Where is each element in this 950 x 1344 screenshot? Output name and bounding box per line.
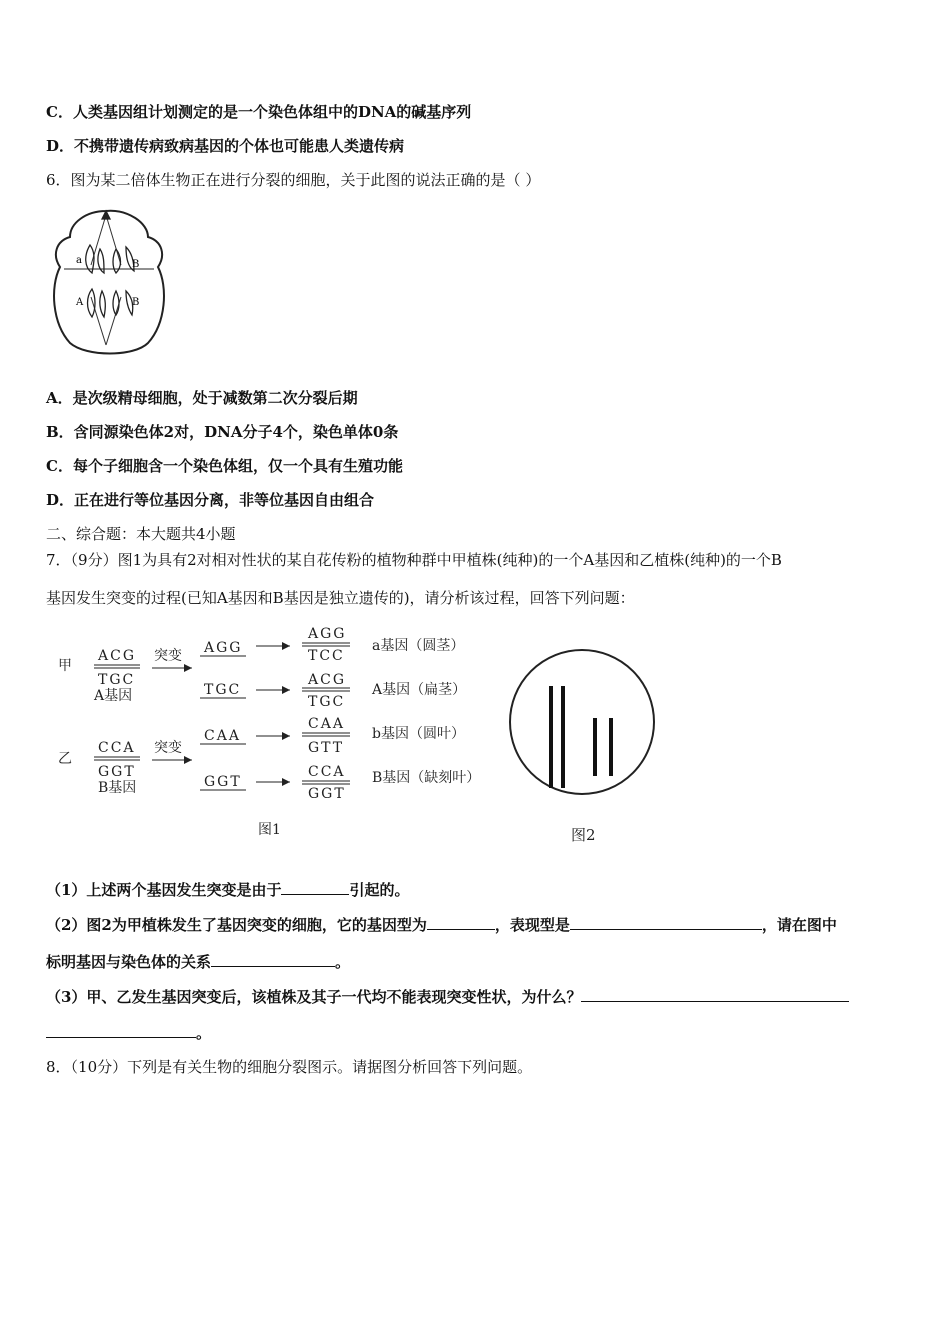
jia-orig-bottom: TGC bbox=[98, 672, 136, 688]
yi-norm-top: CCA bbox=[308, 764, 346, 780]
question-8-stem: 8．（10分）下列是有关生物的细胞分裂图示。请据图分析回答下列问题。 bbox=[46, 1058, 533, 1076]
q7-sub1-after: 引起的。 bbox=[349, 881, 410, 899]
q7-sub2-a: （2）图2为甲植株发生了基因突变的细胞，它的基因型为 bbox=[46, 916, 427, 934]
yi-norm-strand: GGT bbox=[204, 774, 242, 790]
q7-sub3-line2 bbox=[46, 1022, 211, 1043]
q6-option-b: B．含同源染色体2对，DNA分子4个，染色单体0条 bbox=[46, 423, 399, 441]
jia-norm-top: ACG bbox=[308, 672, 347, 688]
q7-sub3-line1 bbox=[46, 986, 849, 1007]
jia-norm-strand: TGC bbox=[204, 682, 242, 698]
yi-orig-top: CCA bbox=[98, 740, 136, 756]
cell-division-figure bbox=[46, 205, 176, 360]
q7-sub2-c: ，请在图中 bbox=[761, 916, 837, 934]
jia-orig-gene: A基因 bbox=[94, 688, 133, 704]
yi-mut-top: CAA bbox=[308, 716, 345, 732]
mutation-label-jia: 突变 bbox=[154, 648, 182, 664]
yi-norm-gene: B基因（缺刻叶） bbox=[372, 770, 481, 786]
jia-mut-bottom: TCC bbox=[308, 648, 345, 664]
q7-sub2-end: 。 bbox=[335, 953, 351, 971]
q7-sub1-before: （1）上述两个基因发生突变是由于 bbox=[46, 881, 282, 899]
jia-mut-strand: AGG bbox=[204, 640, 243, 656]
q7-sub3-text: （3）甲、乙发生基因突变后，该植株及其子一代均不能表现突变性状，为什么？ bbox=[46, 988, 582, 1006]
q6-option-d: D．正在进行等位基因分离，非等位基因自由组合 bbox=[46, 491, 375, 509]
yi-orig-gene: B基因 bbox=[98, 780, 137, 796]
section-2-heading: 二、综合题：本大题共4小题 bbox=[46, 525, 236, 543]
yi-mut-gene: b基因（圆叶） bbox=[372, 726, 465, 742]
answer-blank-phenotype[interactable] bbox=[570, 914, 762, 930]
figure-1-caption: 图1 bbox=[258, 822, 281, 838]
answer-blank-reason-1[interactable] bbox=[581, 986, 849, 1002]
jia-norm-bottom: TGC bbox=[308, 694, 346, 710]
q6-option-c: C．每个子细胞含一个染色体组，仅一个具有生殖功能 bbox=[46, 457, 403, 475]
label-b-top: B bbox=[132, 259, 140, 270]
mutation-label-yi: 突变 bbox=[154, 740, 182, 756]
answer-blank-genotype[interactable] bbox=[427, 914, 495, 930]
jia-mut-gene: a基因（圆茎） bbox=[372, 638, 465, 654]
label-jia: 甲 bbox=[58, 658, 72, 674]
q6-option-a: A．是次级精母细胞，处于减数第二次分裂后期 bbox=[46, 389, 358, 407]
jia-norm-gene: A基因（扁茎） bbox=[372, 682, 467, 698]
yi-mut-bottom: GTT bbox=[308, 740, 345, 756]
q7-sub2-line1 bbox=[46, 914, 837, 935]
option-c-prev: C．人类基因组计划测定的是一个染色体组中的DNA的碱基序列 bbox=[46, 103, 472, 121]
option-d-prev: D．不携带遗传病致病基因的个体也可能患人类遗传病 bbox=[46, 137, 405, 155]
jia-orig-top: ACG bbox=[98, 648, 137, 664]
question-7-stem-line1: 7．（9分）图1为具有2对相对性状的某自花传粉的植物种群中甲植株(纯种)的一个A基因和乙植株(纯种)的一个B bbox=[46, 551, 782, 569]
answer-blank-relation[interactable] bbox=[211, 951, 335, 967]
q7-sub2-b: ，表现型是 bbox=[494, 916, 570, 934]
answer-blank-reason-2[interactable] bbox=[46, 1022, 196, 1038]
label-b-bottom: B bbox=[132, 297, 140, 308]
figure-2-cell bbox=[508, 648, 658, 848]
figure-1-gene-mutation bbox=[46, 618, 506, 848]
yi-mut-strand: CAA bbox=[204, 728, 241, 744]
label-a: a bbox=[76, 255, 82, 266]
label-yi: 乙 bbox=[58, 751, 72, 767]
figure-2-caption: 图2 bbox=[571, 826, 596, 844]
q7-sub2-line2-text: 标明基因与染色体的关系 bbox=[46, 953, 212, 971]
chromosome-lines bbox=[551, 686, 611, 788]
q7-sub1 bbox=[46, 879, 409, 900]
label-a-upper: A bbox=[76, 297, 84, 308]
yi-orig-bottom: GGT bbox=[98, 764, 136, 780]
q7-sub3-end: 。 bbox=[196, 1024, 212, 1042]
q7-sub2-line2 bbox=[46, 951, 350, 972]
jia-mut-top: AGG bbox=[308, 626, 347, 642]
question-6-stem: 6．图为某二倍体生物正在进行分裂的细胞，关于此图的说法正确的是（ ） bbox=[46, 171, 541, 189]
answer-blank-1[interactable] bbox=[281, 879, 349, 895]
yi-norm-bottom: GGT bbox=[308, 786, 346, 802]
spindle-lines bbox=[91, 215, 121, 345]
question-7-stem-line2: 基因发生突变的过程(已知A基因和B基因是独立遗传的)，请分析该过程，回答下列问题： bbox=[46, 589, 635, 607]
